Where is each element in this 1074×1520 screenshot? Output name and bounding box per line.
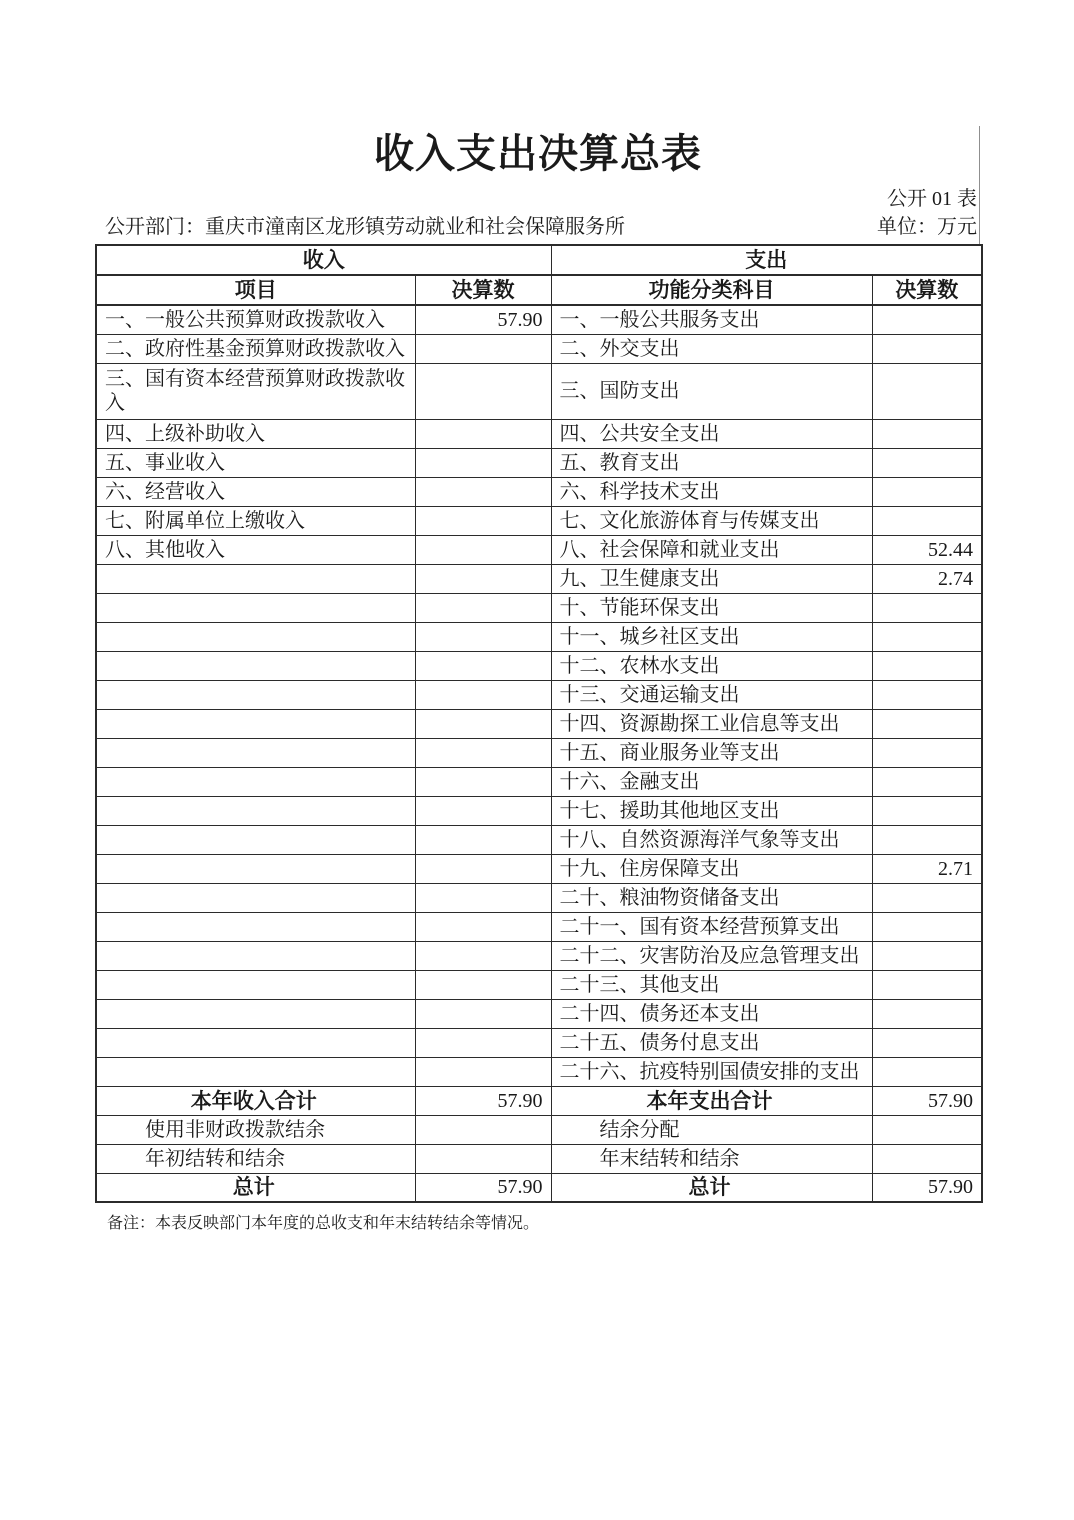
- income-item-cell: [96, 709, 415, 738]
- expense-amount-cell: [872, 419, 982, 448]
- data-row: [96, 796, 982, 825]
- expense-amount-cell: [872, 1144, 982, 1173]
- income-item-cell: [96, 564, 415, 593]
- data-row: [96, 419, 982, 448]
- expense-item-cell: 十六、金融支出: [551, 767, 872, 796]
- department-label: 公开部门：重庆市潼南区龙形镇劳动就业和社会保障服务所: [105, 216, 625, 238]
- income-item-cell: 四、上级补助收入: [96, 419, 415, 448]
- expense-item-cell: 结余分配: [551, 1115, 872, 1144]
- income-amount-cell: [415, 622, 551, 651]
- income-item-cell: 一、一般公共预算财政拨款收入: [96, 305, 415, 334]
- income-amount-cell: [415, 564, 551, 593]
- expense-amount-cell: [872, 622, 982, 651]
- data-row: [96, 1057, 982, 1086]
- page-title: 收入支出决算总表: [374, 131, 702, 177]
- income-item-cell: [96, 1057, 415, 1086]
- income-amount-cell: [415, 334, 551, 363]
- expense-item-cell: 十五、商业服务业等支出: [551, 738, 872, 767]
- col-header-income-amount: 决算数: [415, 275, 551, 305]
- expense-item-cell: 五、教育支出: [551, 448, 872, 477]
- expense-amount-cell: [872, 1057, 982, 1086]
- income-item-cell: [96, 999, 415, 1028]
- income-item-cell: [96, 796, 415, 825]
- data-row: [96, 363, 982, 419]
- data-row: [96, 767, 982, 796]
- expense-amount-cell: [872, 1028, 982, 1057]
- data-row: [96, 825, 982, 854]
- income-amount-cell: [415, 912, 551, 941]
- income-item-cell: [96, 941, 415, 970]
- income-item-cell: [96, 854, 415, 883]
- expense-item-cell: 十七、援助其他地区支出: [551, 796, 872, 825]
- expense-amount-cell: [872, 593, 982, 622]
- income-item-cell: [96, 680, 415, 709]
- income-amount-cell: [415, 825, 551, 854]
- income-amount-cell: [415, 651, 551, 680]
- expense-amount-cell: [872, 825, 982, 854]
- income-amount-cell: [415, 535, 551, 564]
- expense-item-cell: 二十三、其他支出: [551, 970, 872, 999]
- expense-amount-cell: [872, 305, 982, 334]
- summary-total-row: [96, 1173, 982, 1202]
- expense-item-cell: 十二、农林水支出: [551, 651, 872, 680]
- income-amount-cell: [415, 883, 551, 912]
- expense-amount-cell: [872, 363, 982, 419]
- expense-amount-cell: [872, 999, 982, 1028]
- income-amount-cell: [415, 1057, 551, 1086]
- table-body: [96, 305, 982, 1202]
- income-item-cell: 总计: [96, 1173, 415, 1202]
- table-code-label: 公开 01 表: [887, 188, 977, 210]
- income-amount-cell: [415, 941, 551, 970]
- expense-amount-cell: [872, 738, 982, 767]
- unit-label: 单位：万元: [877, 216, 977, 238]
- budget-summary-table: [95, 244, 983, 1203]
- expense-amount-cell: [872, 1115, 982, 1144]
- expense-item-cell: 十四、资源勘探工业信息等支出: [551, 709, 872, 738]
- income-item-cell: 使用非财政拨款结余: [96, 1115, 415, 1144]
- income-item-cell: 六、经营收入: [96, 477, 415, 506]
- expense-item-cell: 二十五、债务付息支出: [551, 1028, 872, 1057]
- data-row: [96, 305, 982, 334]
- expense-amount-cell: [872, 506, 982, 535]
- column-header-row: [96, 275, 982, 305]
- expense-amount-cell: 2.74: [872, 564, 982, 593]
- expense-item-cell: 十八、自然资源海洋气象等支出: [551, 825, 872, 854]
- data-row: [96, 1028, 982, 1057]
- expense-amount-cell: 57.90: [872, 1086, 982, 1115]
- income-amount-cell: [415, 477, 551, 506]
- income-item-cell: [96, 883, 415, 912]
- expense-amount-cell: [872, 448, 982, 477]
- income-item-cell: 二、政府性基金预算财政拨款收入: [96, 334, 415, 363]
- expense-amount-cell: [872, 767, 982, 796]
- expense-item-cell: 二十四、债务还本支出: [551, 999, 872, 1028]
- expense-item-cell: 七、文化旅游体育与传媒支出: [551, 506, 872, 535]
- col-header-expense-amount: 决算数: [872, 275, 982, 305]
- income-amount-cell: [415, 1115, 551, 1144]
- section-header-row: [96, 245, 982, 275]
- income-item-cell: 八、其他收入: [96, 535, 415, 564]
- col-header-income-item: 项目: [96, 275, 415, 305]
- data-row: [96, 941, 982, 970]
- income-item-cell: [96, 912, 415, 941]
- data-row: [96, 506, 982, 535]
- data-row: [96, 535, 982, 564]
- income-item-cell: [96, 622, 415, 651]
- expense-item-cell: 四、公共安全支出: [551, 419, 872, 448]
- income-item-cell: [96, 651, 415, 680]
- footnote: 备注：本表反映部门本年度的总收支和年末结转结余等情况。: [107, 1215, 540, 1232]
- income-amount-cell: [415, 709, 551, 738]
- expense-item-cell: 本年支出合计: [551, 1086, 872, 1115]
- summary-carryover-row: [96, 1144, 982, 1173]
- expense-amount-cell: [872, 709, 982, 738]
- data-row: [96, 709, 982, 738]
- income-item-cell: [96, 970, 415, 999]
- income-item-cell: 年初结转和结余: [96, 1144, 415, 1173]
- expense-item-cell: 总计: [551, 1173, 872, 1202]
- income-amount-cell: [415, 854, 551, 883]
- income-item-cell: 三、国有资本经营预算财政拨款收入: [96, 363, 415, 419]
- income-amount-cell: [415, 738, 551, 767]
- expense-amount-cell: [872, 941, 982, 970]
- expense-item-cell: 二十、粮油物资储备支出: [551, 883, 872, 912]
- data-row: [96, 593, 982, 622]
- income-amount-cell: [415, 419, 551, 448]
- income-amount-cell: [415, 796, 551, 825]
- income-amount-cell: [415, 1028, 551, 1057]
- income-item-cell: 五、事业收入: [96, 448, 415, 477]
- expense-amount-cell: [872, 796, 982, 825]
- expense-item-cell: 十九、住房保障支出: [551, 854, 872, 883]
- document-page: [95, 0, 981, 1235]
- income-section-header: 收入: [96, 245, 551, 275]
- meta-row: [95, 214, 981, 240]
- data-row: [96, 651, 982, 680]
- expense-amount-cell: [872, 680, 982, 709]
- expense-item-cell: 十、节能环保支出: [551, 593, 872, 622]
- income-amount-cell: [415, 363, 551, 419]
- expense-item-cell: 年末结转和结余: [551, 1144, 872, 1173]
- income-amount-cell: [415, 680, 551, 709]
- data-row: [96, 970, 982, 999]
- income-item-cell: 本年收入合计: [96, 1086, 415, 1115]
- expense-item-cell: 六、科学技术支出: [551, 477, 872, 506]
- data-row: [96, 883, 982, 912]
- data-row: [96, 999, 982, 1028]
- data-row: [96, 448, 982, 477]
- expense-item-cell: 十一、城乡社区支出: [551, 622, 872, 651]
- income-amount-cell: 57.90: [415, 305, 551, 334]
- expense-item-cell: 二十六、抗疫特别国债安排的支出: [551, 1057, 872, 1086]
- expense-amount-cell: [872, 970, 982, 999]
- summary-carryover-row: [96, 1115, 982, 1144]
- income-item-cell: [96, 825, 415, 854]
- expense-item-cell: 十三、交通运输支出: [551, 680, 872, 709]
- data-row: [96, 680, 982, 709]
- income-amount-cell: [415, 448, 551, 477]
- expense-item-cell: 九、卫生健康支出: [551, 564, 872, 593]
- expense-amount-cell: [872, 651, 982, 680]
- expense-amount-cell: 2.71: [872, 854, 982, 883]
- table-header: [96, 245, 982, 305]
- expense-item-cell: 二、外交支出: [551, 334, 872, 363]
- expense-item-cell: 二十二、灾害防治及应急管理支出: [551, 941, 872, 970]
- income-item-cell: 七、附属单位上缴收入: [96, 506, 415, 535]
- expense-section-header: 支出: [551, 245, 982, 275]
- expense-amount-cell: [872, 334, 982, 363]
- data-row: [96, 738, 982, 767]
- income-amount-cell: [415, 1144, 551, 1173]
- income-amount-cell: 57.90: [415, 1086, 551, 1115]
- expense-amount-cell: 52.44: [872, 535, 982, 564]
- data-row: [96, 854, 982, 883]
- expense-amount-cell: [872, 477, 982, 506]
- income-amount-cell: [415, 506, 551, 535]
- income-amount-cell: 57.90: [415, 1173, 551, 1202]
- summary-total-row: [96, 1086, 982, 1115]
- expense-item-cell: 一、一般公共服务支出: [551, 305, 872, 334]
- expense-item-cell: 三、国防支出: [551, 363, 872, 419]
- data-row: [96, 477, 982, 506]
- data-row: [96, 622, 982, 651]
- data-row: [96, 334, 982, 363]
- income-item-cell: [96, 767, 415, 796]
- income-amount-cell: [415, 999, 551, 1028]
- income-amount-cell: [415, 970, 551, 999]
- col-header-expense-function: 功能分类科目: [551, 275, 872, 305]
- income-item-cell: [96, 593, 415, 622]
- expense-amount-cell: [872, 912, 982, 941]
- income-item-cell: [96, 1028, 415, 1057]
- data-row: [96, 564, 982, 593]
- income-amount-cell: [415, 593, 551, 622]
- expense-amount-cell: [872, 883, 982, 912]
- income-item-cell: [96, 738, 415, 767]
- expense-item-cell: 二十一、国有资本经营预算支出: [551, 912, 872, 941]
- expense-item-cell: 八、社会保障和就业支出: [551, 535, 872, 564]
- expense-amount-cell: 57.90: [872, 1173, 982, 1202]
- income-amount-cell: [415, 767, 551, 796]
- data-row: [96, 912, 982, 941]
